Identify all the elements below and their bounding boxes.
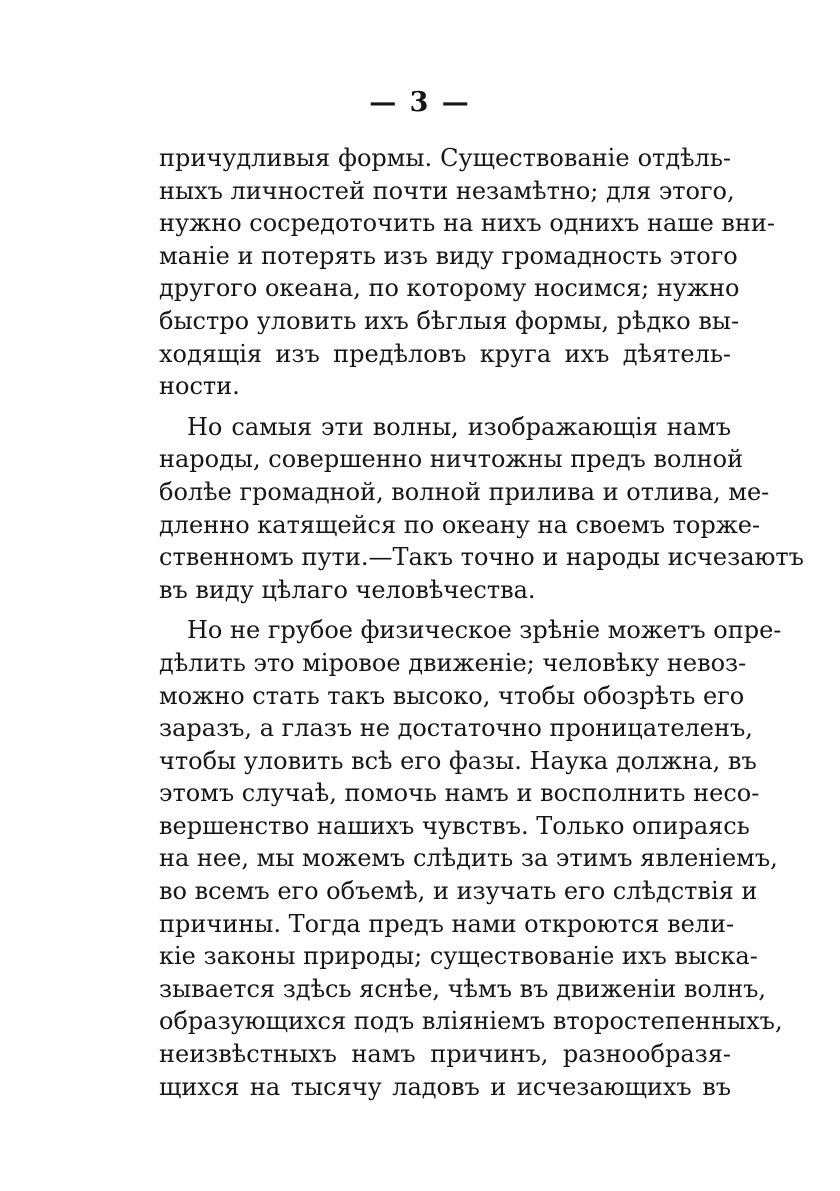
paragraph-gap bbox=[159, 403, 731, 411]
text-line: чтобы уловить всѣ его фазы. Наука должна, въ bbox=[159, 746, 757, 775]
text-line: Но самыя эти волны, изображающія намъ bbox=[187, 412, 731, 441]
body-text bbox=[159, 142, 804, 1103]
text-line: заразъ, а глазъ не достаточно проницателенъ, bbox=[159, 714, 753, 743]
text-line: во всемъ его объемѣ, и изучать его слѣдствія и bbox=[159, 877, 758, 906]
paragraph bbox=[159, 411, 804, 607]
text-line: образующихся подъ вліяніемъ второстепенныхъ, bbox=[159, 1007, 783, 1036]
text-line: ходящія изъ предѣловъ круга ихъ дѣятель- bbox=[159, 339, 731, 368]
text-line: нужно сосредоточить на нихъ однихъ наше вни- bbox=[159, 209, 776, 238]
text-line: причины. Тогда предъ нами откроются вели- bbox=[159, 909, 735, 938]
text-line: ственномъ пути.—Такъ точно и народы исчезаютъ bbox=[159, 543, 804, 572]
text-line: Но не грубое физическое зрѣніе можетъ опре- bbox=[187, 616, 782, 645]
text-line: быстро уловить ихъ бѣглыя формы, рѣдко вы- bbox=[159, 306, 740, 335]
text-line: дленно катящейся по океану на своемъ торже- bbox=[159, 510, 761, 539]
text-line: болѣе громадной, волной прилива и отлива, ме- bbox=[159, 477, 770, 506]
text-line: причудливыя формы. Существованіе отдѣль- bbox=[159, 144, 731, 172]
page-number: — 3 — bbox=[369, 87, 471, 118]
text-line: кіе законы природы; существованіе ихъ выска- bbox=[159, 942, 758, 971]
paragraph bbox=[159, 142, 776, 403]
text-line: другого океана, по которому носимся; нужно bbox=[159, 274, 740, 303]
text-line: этомъ случаѣ, помочь намъ и восполнить несо- bbox=[159, 779, 760, 808]
text-line: маніе и потерять изъ виду громадность этого bbox=[159, 241, 738, 270]
text-line: ности. bbox=[159, 372, 240, 401]
paragraph-gap bbox=[159, 606, 731, 614]
text-line: народы, совершенно ничтожны предъ волной bbox=[159, 445, 744, 474]
text-line: щихся на тысячу ладовъ и исчезающихъ въ bbox=[159, 1072, 731, 1101]
text-line: можно стать такъ высоко, чтобы обозрѣть его bbox=[159, 681, 745, 710]
text-line: дѣлить это міровое движеніе; человѣку невоз- bbox=[159, 648, 747, 677]
text-line: неизвѣстныхъ намъ причинъ, разнообразя- bbox=[159, 1040, 731, 1069]
text-line: вершенство нашихъ чувствъ. Только опираясь bbox=[159, 811, 750, 840]
text-line: въ виду цѣлаго человѣчества. bbox=[159, 575, 536, 604]
text-line: ныхъ личностей почти незамѣтно; для этого, bbox=[159, 176, 735, 205]
text-line: зывается здѣсь яснѣе, чѣмъ въ движеніи волнъ, bbox=[159, 974, 766, 1003]
text-line: на нее, мы можемъ слѣдить за этимъ явленіемъ, bbox=[159, 844, 778, 873]
paragraph bbox=[159, 614, 783, 1103]
